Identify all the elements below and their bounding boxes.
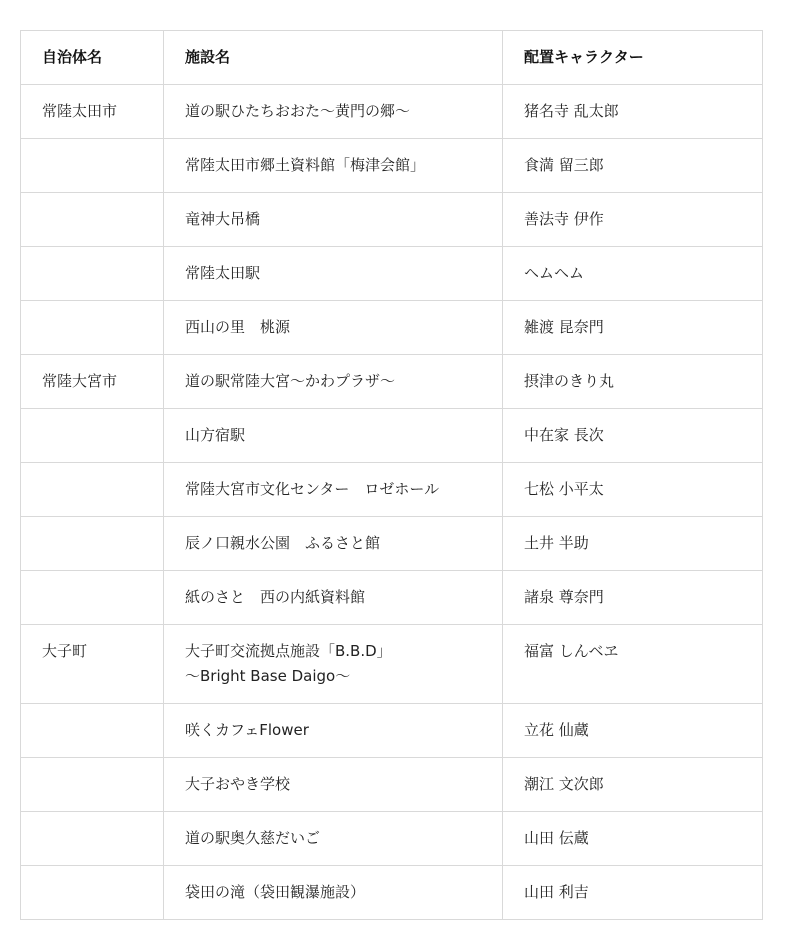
- table-row: [21, 247, 763, 301]
- facility-name-line: 大子おやき学校: [185, 775, 291, 793]
- table-row: [21, 571, 763, 625]
- character-cell: 食満 留三郎: [503, 139, 763, 193]
- municipality-cell: [21, 463, 164, 517]
- facility-name-line: 山方宿駅: [185, 426, 246, 444]
- header-facility: 施設名: [164, 31, 503, 85]
- table-row: [21, 409, 763, 463]
- municipality-cell: [21, 758, 164, 812]
- table-row: [21, 85, 763, 139]
- municipality-cell: [21, 704, 164, 758]
- facility-name-line: 袋田の滝（袋田観瀑施設）: [185, 883, 366, 901]
- character-cell: 摂津のきり丸: [503, 355, 763, 409]
- character-cell: 土井 半助: [503, 517, 763, 571]
- facility-cell: [164, 139, 503, 193]
- facility-name-line: 大子町交流拠点施設「B.B.D」: [185, 642, 392, 660]
- municipality-cell: [21, 517, 164, 571]
- municipality-cell: [21, 139, 164, 193]
- facility-name-line: 常陸太田駅: [185, 264, 261, 282]
- municipality-cell: [21, 571, 164, 625]
- municipality-cell: 大子町: [21, 625, 164, 704]
- table-row: [21, 758, 763, 812]
- facility-cell: [164, 85, 503, 139]
- character-cell: 善法寺 伊作: [503, 193, 763, 247]
- facility-cell: [164, 247, 503, 301]
- facility-name-line: 辰ノ口親水公園 ふるさと館: [185, 534, 381, 552]
- municipality-cell: 常陸太田市: [21, 85, 164, 139]
- header-character: 配置キャラクター: [503, 31, 763, 85]
- table-row: [21, 812, 763, 866]
- facility-name-line: 常陸太田市郷土資料館「梅津会館」: [185, 156, 426, 174]
- character-cell: 福富 しんベヱ: [503, 625, 763, 704]
- facility-name-line: 西山の里 桃源: [185, 318, 291, 336]
- municipality-cell: [21, 866, 164, 920]
- table-row: [21, 193, 763, 247]
- facility-name-line: 〜Bright Base Daigo〜: [185, 667, 351, 685]
- table-row: [21, 704, 763, 758]
- facility-name-line: 紙のさと 西の内紙資料館: [185, 588, 366, 606]
- header-municipality: 自治体名: [21, 31, 164, 85]
- facility-name-line: 道の駅ひたちおおた〜黄門の郷〜: [185, 102, 411, 120]
- character-cell: 諸泉 尊奈門: [503, 571, 763, 625]
- table-row: [21, 355, 763, 409]
- facility-cell: [164, 866, 503, 920]
- table-row: [21, 463, 763, 517]
- character-cell: 七松 小平太: [503, 463, 763, 517]
- facility-name-line: 咲くカフェFlower: [185, 721, 309, 739]
- municipality-cell: [21, 409, 164, 463]
- character-cell: 猪名寺 乱太郎: [503, 85, 763, 139]
- facility-cell: [164, 355, 503, 409]
- facility-cell: [164, 571, 503, 625]
- municipality-cell: [21, 247, 164, 301]
- facility-cell: [164, 812, 503, 866]
- facility-name-line: 道の駅常陸大宮〜かわプラザ〜: [185, 372, 396, 390]
- table-row: [21, 866, 763, 920]
- facility-cell: [164, 301, 503, 355]
- header-row: [21, 31, 763, 85]
- facility-character-table-container: [20, 30, 762, 920]
- character-cell: 山田 利吉: [503, 866, 763, 920]
- character-cell: 中在家 長次: [503, 409, 763, 463]
- table-header: [21, 31, 763, 85]
- character-cell: 立花 仙蔵: [503, 704, 763, 758]
- facility-cell: [164, 625, 503, 704]
- facility-cell: [164, 409, 503, 463]
- municipality-cell: [21, 812, 164, 866]
- facility-cell: [164, 193, 503, 247]
- facility-name-line: 竜神大吊橋: [185, 210, 261, 228]
- table-row: [21, 139, 763, 193]
- facility-name-line: 常陸大宮市文化センター ロゼホール: [185, 480, 440, 498]
- facility-cell: [164, 758, 503, 812]
- character-cell: ヘムヘム: [503, 247, 763, 301]
- facility-name-line: 道の駅奥久慈だいご: [185, 829, 321, 847]
- facility-cell: [164, 704, 503, 758]
- municipality-cell: [21, 301, 164, 355]
- municipality-cell: 常陸大宮市: [21, 355, 164, 409]
- character-cell: 雑渡 昆奈門: [503, 301, 763, 355]
- table-row: [21, 625, 763, 704]
- table-row: [21, 517, 763, 571]
- facility-character-table: [20, 30, 763, 920]
- municipality-cell: [21, 193, 164, 247]
- character-cell: 潮江 文次郎: [503, 758, 763, 812]
- character-cell: 山田 伝蔵: [503, 812, 763, 866]
- facility-cell: [164, 517, 503, 571]
- table-body: [21, 85, 763, 920]
- table-row: [21, 301, 763, 355]
- facility-cell: [164, 463, 503, 517]
